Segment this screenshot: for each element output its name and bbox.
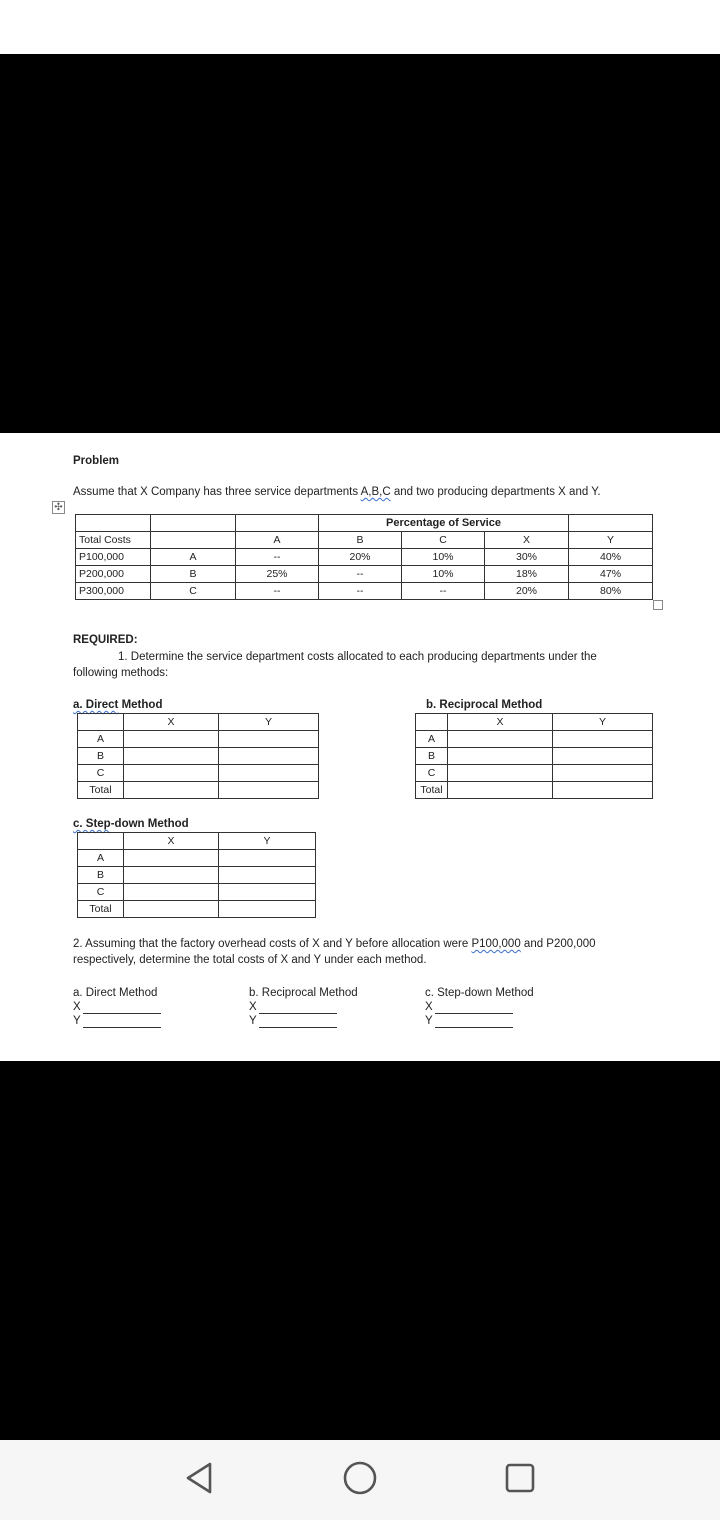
- answer-cell[interactable]: [553, 765, 653, 782]
- table-cell: 30%: [485, 549, 569, 566]
- table-header-row: [76, 532, 653, 549]
- answer-block-stepdown: [425, 986, 534, 1028]
- column-header: [151, 532, 236, 549]
- answer-title: c. Step-down Method: [425, 987, 534, 999]
- column-header: A: [236, 532, 319, 549]
- recents-square-icon[interactable]: [500, 1458, 540, 1498]
- row-label: C: [78, 884, 124, 901]
- column-header: Y: [219, 833, 316, 850]
- row-label: A: [416, 731, 448, 748]
- answer-cell[interactable]: [219, 765, 319, 782]
- answer-cell[interactable]: [219, 748, 319, 765]
- table-cell: P300,000: [76, 583, 151, 600]
- table-row: [76, 566, 653, 583]
- table-row: [76, 583, 653, 600]
- table-cell: 10%: [402, 566, 485, 583]
- answer-cell[interactable]: [553, 731, 653, 748]
- intro-text-after: and two producing departments X and Y.: [390, 486, 601, 498]
- column-header: X: [485, 532, 569, 549]
- column-header: X: [124, 833, 219, 850]
- table-cell: --: [236, 549, 319, 566]
- column-header: Y: [219, 714, 319, 731]
- answer-cell[interactable]: [124, 884, 219, 901]
- table-row: [78, 884, 316, 901]
- answer-title: b. Reciprocal Method: [249, 987, 358, 999]
- table-move-handle-icon[interactable]: ✣: [52, 501, 65, 514]
- stepdown-title-rest: -down Method: [110, 818, 189, 830]
- intro-flagged-word: A,B,C: [360, 486, 391, 498]
- direct-method-table: [77, 713, 319, 799]
- table-cell: 40%: [569, 549, 653, 566]
- table-row: [78, 867, 316, 884]
- table-cell: C: [151, 583, 236, 600]
- answer-cell[interactable]: [448, 765, 553, 782]
- answer-block-reciprocal: [249, 986, 358, 1028]
- answer-cell[interactable]: [219, 867, 316, 884]
- table-cell: P200,000: [76, 566, 151, 583]
- row-label: B: [78, 748, 124, 765]
- table-cell: [78, 833, 124, 850]
- column-header: Total Costs: [76, 532, 151, 549]
- table-row: [78, 850, 316, 867]
- table-cell: P100,000: [76, 549, 151, 566]
- table-cell: 20%: [319, 549, 402, 566]
- row-label: Total: [416, 782, 448, 799]
- answer-label: X: [425, 1001, 433, 1013]
- direct-method-title: [73, 698, 162, 712]
- answer-cell[interactable]: [448, 782, 553, 799]
- table-cell: 25%: [236, 566, 319, 583]
- blank-line[interactable]: [435, 1016, 513, 1028]
- answer-cell[interactable]: [219, 884, 316, 901]
- table-cell: --: [236, 583, 319, 600]
- letterbox-bottom: [0, 1061, 720, 1440]
- letterbox-top: [0, 54, 720, 433]
- table-cell: [416, 714, 448, 731]
- direct-title-rest: Method: [118, 699, 163, 711]
- column-header: B: [319, 532, 402, 549]
- column-header: X: [448, 714, 553, 731]
- table-row: [416, 782, 653, 799]
- intro-paragraph: [73, 485, 601, 499]
- percentage-group-header: Percentage of Service: [319, 515, 569, 532]
- reciprocal-method-title: b. Reciprocal Method: [426, 699, 543, 711]
- service-percentage-table: [75, 514, 653, 600]
- table-cell: A: [151, 549, 236, 566]
- table-cell: [76, 515, 151, 532]
- row-label: C: [78, 765, 124, 782]
- table-cell: 10%: [402, 549, 485, 566]
- column-header: C: [402, 532, 485, 549]
- table-row: [78, 765, 319, 782]
- table-cell: 18%: [485, 566, 569, 583]
- table-cell: [236, 515, 319, 532]
- status-bar: [0, 0, 720, 54]
- table-cell: 20%: [485, 583, 569, 600]
- stepdown-method-title: [73, 817, 189, 831]
- table-row: [78, 782, 319, 799]
- answer-cell[interactable]: [553, 782, 653, 799]
- row-label: B: [416, 748, 448, 765]
- table-row: [416, 765, 653, 782]
- answer-cell[interactable]: [124, 867, 219, 884]
- intro-text-before: Assume that X Company has three service departments: [73, 486, 361, 498]
- home-circle-icon[interactable]: [340, 1458, 380, 1498]
- item1-text: 1. Determine the service department costs allocated to each producing departments under the: [118, 651, 597, 663]
- answer-cell[interactable]: [124, 901, 219, 918]
- blank-line[interactable]: [435, 1002, 513, 1014]
- answer-cell[interactable]: [448, 731, 553, 748]
- blank-line[interactable]: [83, 1016, 161, 1028]
- required-label: REQUIRED:: [73, 634, 138, 646]
- row-label: A: [78, 850, 124, 867]
- answer-cell[interactable]: [124, 850, 219, 867]
- reciprocal-method-table: [415, 713, 653, 799]
- answer-block-direct: [73, 986, 161, 1028]
- item2-text-after: and P200,000: [520, 938, 596, 950]
- answer-cell[interactable]: [124, 765, 219, 782]
- table-header-row: [78, 833, 316, 850]
- answer-label: X: [73, 1001, 81, 1013]
- answer-label: Y: [73, 1015, 81, 1027]
- table-cell: [151, 515, 236, 532]
- direct-title-flagged: a. Direct: [73, 699, 119, 711]
- blank-line[interactable]: [259, 1002, 337, 1014]
- answer-cell[interactable]: [219, 850, 316, 867]
- table-cell: --: [319, 583, 402, 600]
- row-label: B: [78, 867, 124, 884]
- answer-cell[interactable]: [553, 748, 653, 765]
- column-header: X: [124, 714, 219, 731]
- table-row: [78, 748, 319, 765]
- table-cell: 47%: [569, 566, 653, 583]
- table-cell: [569, 515, 653, 532]
- blank-line[interactable]: [259, 1016, 337, 1028]
- table-header-row: [416, 714, 653, 731]
- answer-line-y[interactable]: [249, 1014, 358, 1028]
- table-header-row: [78, 714, 319, 731]
- problem-heading: Problem: [73, 455, 120, 467]
- item2-continuation: respectively, determine the total costs of X and Y under each method.: [73, 954, 427, 966]
- table-cell: [78, 714, 124, 731]
- answer-cell[interactable]: [448, 748, 553, 765]
- row-label: A: [78, 731, 124, 748]
- answer-label: Y: [249, 1015, 257, 1027]
- row-label: Total: [78, 901, 124, 918]
- answer-cell[interactable]: [124, 748, 219, 765]
- row-label: Total: [78, 782, 124, 799]
- answer-line-y[interactable]: [425, 1014, 534, 1028]
- item2-text-before: 2. Assuming that the factory overhead costs of X and Y before allocation were: [73, 938, 472, 950]
- stepdown-title-flagged: c. Step: [73, 818, 111, 830]
- item1-continuation: following methods:: [73, 667, 169, 679]
- table-cell: --: [319, 566, 402, 583]
- table-cell: --: [402, 583, 485, 600]
- table-row: [76, 515, 653, 532]
- answer-cell[interactable]: [219, 901, 316, 918]
- answer-label: Y: [425, 1015, 433, 1027]
- table-row: [78, 731, 319, 748]
- table-resize-handle[interactable]: [653, 600, 663, 610]
- answer-cell[interactable]: [219, 731, 319, 748]
- back-triangle-icon[interactable]: [180, 1458, 220, 1498]
- answer-line-x[interactable]: [249, 1000, 358, 1014]
- answer-line-x[interactable]: [73, 1000, 161, 1014]
- table-row: [78, 901, 316, 918]
- table-cell: 80%: [569, 583, 653, 600]
- table-row: [416, 748, 653, 765]
- column-header: Y: [569, 532, 653, 549]
- answer-line-y[interactable]: [73, 1014, 161, 1028]
- table-row: [76, 549, 653, 566]
- answer-cell[interactable]: [124, 782, 219, 799]
- answer-cell[interactable]: [124, 731, 219, 748]
- table-cell: B: [151, 566, 236, 583]
- column-header: Y: [553, 714, 653, 731]
- answer-cell[interactable]: [219, 782, 319, 799]
- item2-flagged-amount: P100,000: [471, 938, 521, 950]
- table-row: [416, 731, 653, 748]
- answer-label: X: [249, 1001, 257, 1013]
- blank-line[interactable]: [83, 1002, 161, 1014]
- answer-line-x[interactable]: [425, 1000, 534, 1014]
- row-label: C: [416, 765, 448, 782]
- item2-text: [73, 937, 596, 951]
- answer-title: a. Direct Method: [73, 987, 158, 999]
- stepdown-method-table: [77, 832, 316, 918]
